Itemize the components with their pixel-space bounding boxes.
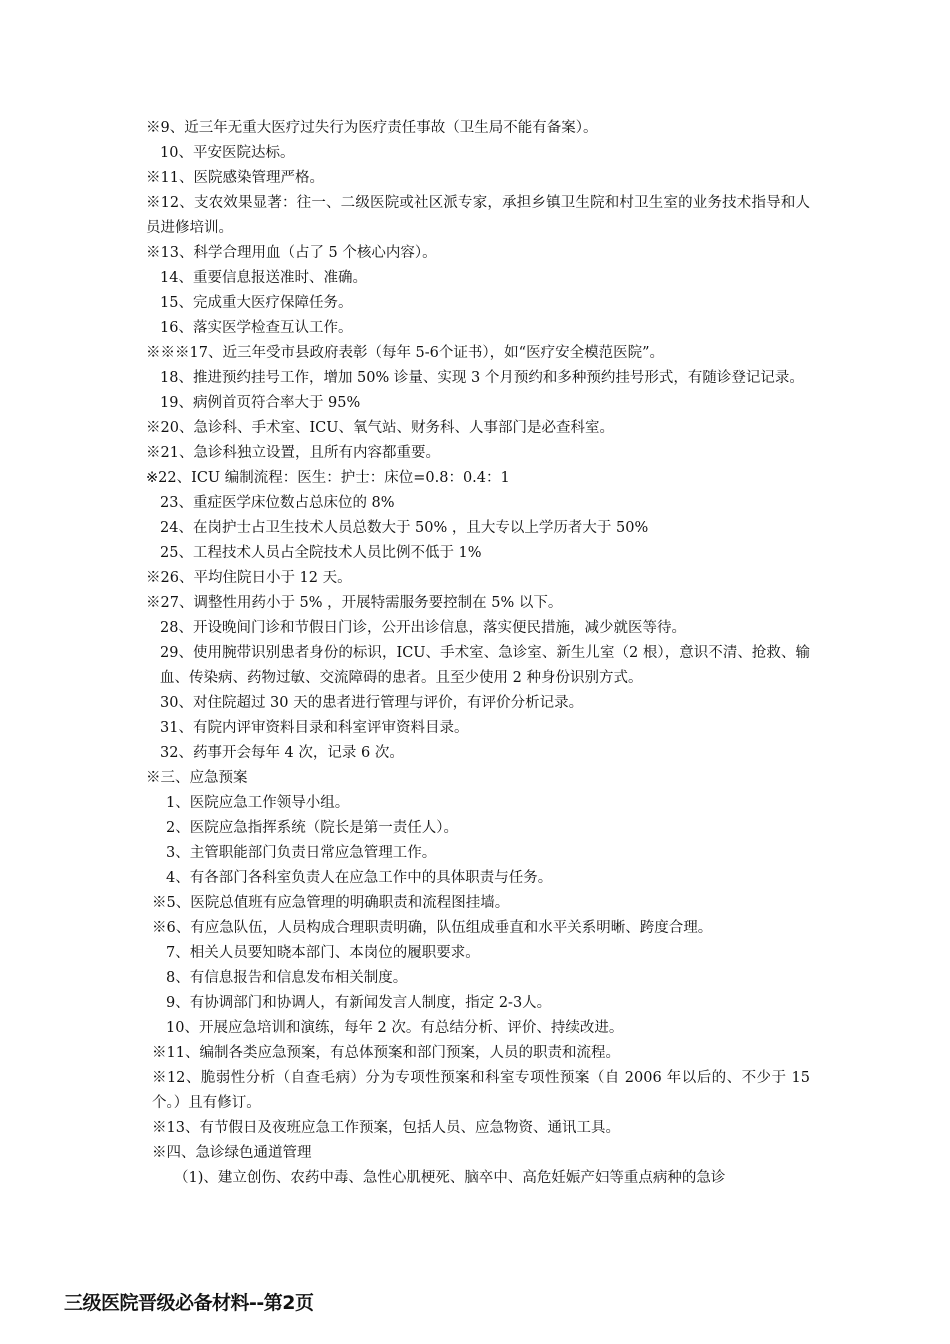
text-line: ※※※17、近三年受市县政府表彰（每年 5-6个证书），如“医疗安全模范医院”。: [146, 345, 664, 361]
text-paragraph: 29、使用腕带识别患者身份的标识，ICU、手术室、急诊室、新生儿室（2 根），意识不清、抢救、输血、传染病、药物过敏、交流障碍的患者。且至少使用 2 种身份识别方式。: [160, 645, 810, 686]
text-line: 15、完成重大医疗保障任务。: [160, 295, 353, 311]
text-line: ※5、医院总值班有应急管理的明确职责和流程图挂墙。: [152, 895, 510, 911]
text-line: 19、病例首页符合率大于 95%: [160, 395, 361, 411]
text-line: ※11、医院感染管理严格。: [146, 170, 324, 186]
text-line: 9、有协调部门和协调人，有新闻发言人制度，指定 2-3人。: [166, 995, 552, 1011]
text-line: 2、医院应急指挥系统（院长是第一责任人）。: [166, 820, 458, 836]
text-paragraph: ※12、支农效果显著：往一、二级医院或社区派专家，承担乡镇卫生院和村卫生室的业务技术指导和人员进修培训。: [146, 195, 810, 236]
text-line: 7、相关人员要知晓本部门、本岗位的履职要求。: [166, 945, 480, 961]
text-paragraph: ※12、脆弱性分析（自查毛病）分为专项性预案和科室专项性预案（自 2006 年以后的、不少于 15 个。）且有修订。: [152, 1070, 810, 1111]
text-line: ※9、近三年无重大医疗过失行为医疗责任事故（卫生局不能有备案）。: [146, 120, 598, 136]
text-line: ※22、ICU 编制流程：医生：护士：床位=0.8：0.4：1: [146, 470, 510, 486]
text-line: 31、有院内评审资料目录和科室评审资料目录。: [160, 720, 469, 736]
text-line: 4、有各部门各科室负责人在应急工作中的具体职责与任务。: [166, 870, 553, 886]
text-line: 8、有信息报告和信息发布相关制度。: [166, 970, 408, 986]
section-heading: ※三、应急预案: [146, 770, 248, 786]
text-line: 10、平安医院达标。: [160, 145, 295, 161]
text-line: （1)、建立创伤、农药中毒、急性心肌梗死、脑卒中、高危妊娠产妇等重点病种的急诊: [174, 1170, 726, 1186]
text-line: ※27、调整性用药小于 5% ，开展特需服务要控制在 5% 以下。: [146, 595, 563, 611]
text-line: 16、落实医学检查互认工作。: [160, 320, 353, 336]
text-line: 1、医院应急工作领导小组。: [166, 795, 350, 811]
text-paragraph: 18、推进预约挂号工作，增加 50% 诊量、实现 3 个月预约和多种预约挂号形式，有随诊登记记录。: [160, 370, 804, 386]
text-line: 23、重症医学床位数占总床位的 8%: [160, 495, 395, 511]
text-line: ※21、急诊科独立设置，且所有内容都重要。: [146, 445, 440, 461]
text-line: 32、药事开会每年 4 次，记录 6 次。: [160, 745, 404, 761]
section-heading: ※四、急诊绿色通道管理: [152, 1145, 312, 1161]
page-footer: 三级医院晋级必备材料--第2页: [64, 1292, 314, 1314]
text-line: 10、开展应急培训和演练，每年 2 次。有总结分析、评价、持续改进。: [166, 1020, 624, 1036]
text-line: ※11、编制各类应急预案，有总体预案和部门预案，人员的职责和流程。: [152, 1045, 620, 1061]
text-line: 24、在岗护士占卫生技术人员总数大于 50% ，且大专以上学历者大于 50%: [160, 520, 649, 536]
text-line: ※13、有节假日及夜班应急工作预案，包括人员、应急物资、通讯工具。: [152, 1120, 620, 1136]
document-body: [146, 116, 810, 1191]
text-line: 3、主管职能部门负责日常应急管理工作。: [166, 845, 437, 861]
text-line: ※26、平均住院日小于 12 天。: [146, 570, 352, 586]
text-line: ※20、急诊科、手术室、ICU、氧气站、财务科、人事部门是必查科室。: [146, 420, 614, 436]
text-line: ※6、有应急队伍，人员构成合理职责明确，队伍组成垂直和水平关系明晰、跨度合理。: [152, 920, 713, 936]
text-line: 30、对住院超过 30 天的患者进行管理与评价，有评价分析记录。: [160, 695, 584, 711]
text-line: ※13、科学合理用血（占了 5 个核心内容）。: [146, 245, 437, 261]
text-line: 25、工程技术人员占全院技术人员比例不低于 1%: [160, 545, 482, 561]
text-line: 28、开设晚间门诊和节假日门诊，公开出诊信息，落实便民措施，减少就医等待。: [160, 620, 686, 636]
text-line: 14、重要信息报送准时、准确。: [160, 270, 367, 286]
